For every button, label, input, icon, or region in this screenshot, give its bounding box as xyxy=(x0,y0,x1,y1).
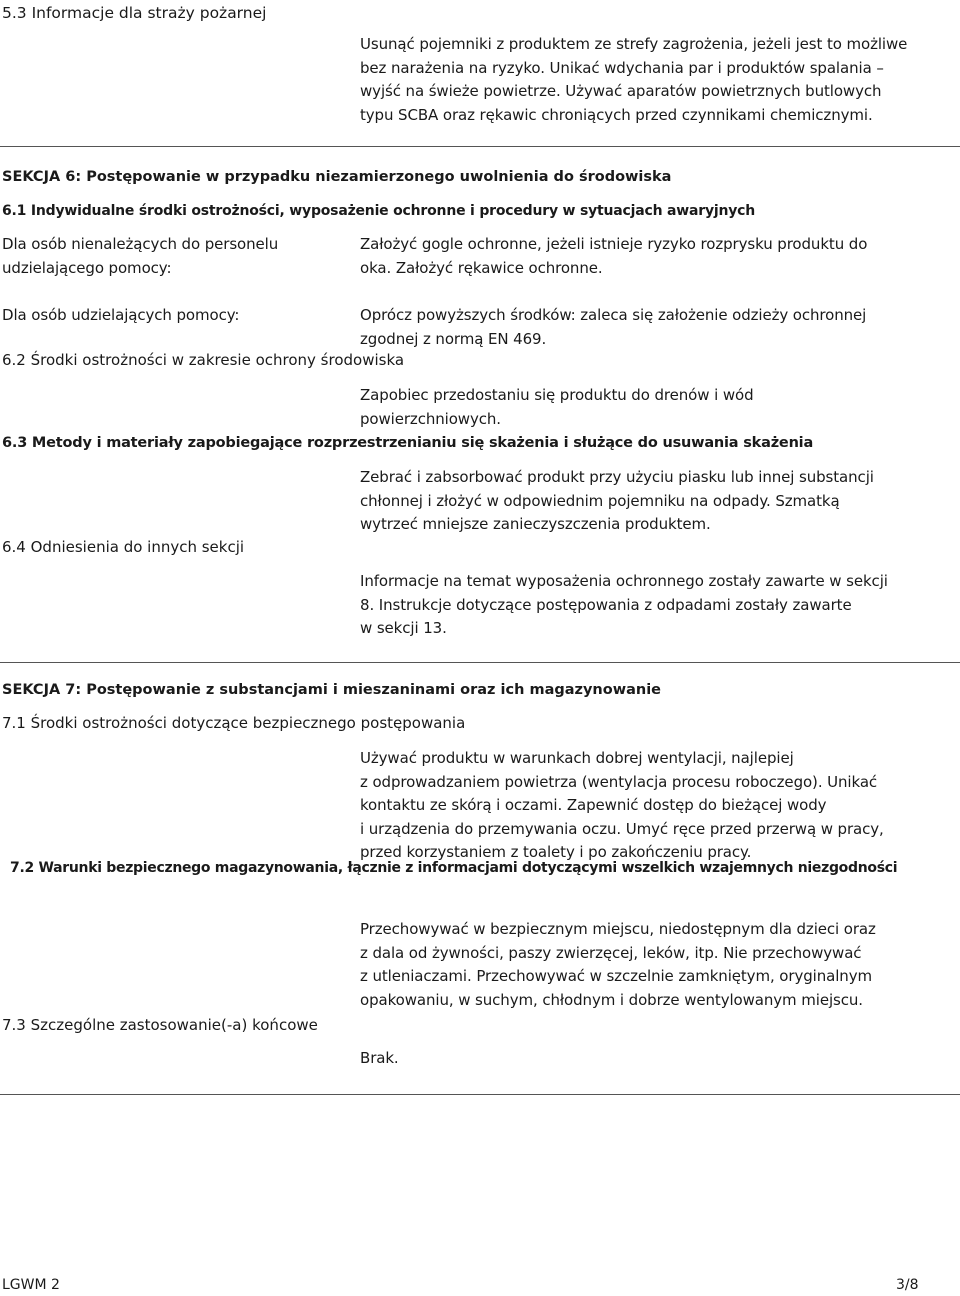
section-5-3-text: Usunąć pojemniki z produktem ze strefy zagrożenia, jeżeli jest to możliwe bez narażenia na ryzyko. Unikać wdychania par i produktów spalania – wyjść na świeże powietrze. Używać aparatów powietrznych butlowych typu SCBA oraz rękawic chroniących przed czynnikami chemicznymi. xyxy=(360,35,908,124)
divider xyxy=(0,146,960,147)
section-7-1-text: Używać produktu w warunkach dobrej wentylacji, najlepiej z odprowadzaniem powietrza (wentylacja procesu roboczego). Unikać kontaktu ze skórą i oczami. Zapewnić dostęp do bieżącej wody i urządzenia do przemywania oczu. Umyć ręce przed przerwą w pracy, przed korzystaniem z toalety i po zakończeniu pracy. xyxy=(360,749,884,861)
section-6-title-text: Postępowanie w przypadku niezamierzonego uwolnienia do środowiska xyxy=(81,169,672,185)
footer-page-number: 3/8 xyxy=(896,1277,919,1293)
divider xyxy=(0,1094,960,1095)
section-6-prefix: SEKCJA 6: xyxy=(2,169,82,185)
section-7-3-heading: 7.3 Szczególne zastosowanie(-a) końcowe xyxy=(2,1016,318,1034)
section-6-3-heading: 6.3 Metody i materiały zapobiegające rozprzestrzenianiu się skażenia i służące do usuwania skażenia xyxy=(2,435,814,451)
section-6-2-text: Zapobiec przedostaniu się produktu do drenów i wód powierzchniowych. xyxy=(360,386,754,428)
section-7-2-text: Przechowywać w bezpiecznym miejscu, niedostępnym dla dzieci oraz z dala od żywności, paszy zwierzęcej, leków, itp. Nie przechowywać z utleniaczami. Przechowywać w szczelnie zamkniętym, oryginalnym opakowaniu, w suchym, chłodnym i dobrze wentylowanym miejscu. xyxy=(360,920,876,1009)
section-6-1-label-1: Dla osób nienależących do personelu udzielającego pomocy: xyxy=(2,235,279,277)
section-6-4-heading: 6.4 Odniesienia do innych sekcji xyxy=(2,538,245,556)
section-7-1-heading: 7.1 Środki ostrożności dotyczące bezpiecznego postępowania xyxy=(2,714,466,732)
section-7-2-heading: 7.2 Warunki bezpiecznego magazynowania, łącznie z informacjami dotyczącymi wszelkich wzajemnych niezgodności xyxy=(10,860,898,876)
section-7-prefix: SEKCJA 7: xyxy=(2,682,82,698)
section-6-2-heading: 6.2 Środki ostrożności w zakresie ochrony środowiska xyxy=(2,351,405,369)
section-6-title xyxy=(2,167,671,187)
section-6-1-text-2: Oprócz powyższych środków: zaleca się założenie odzieży ochronnej zgodnej z normą EN 469. xyxy=(360,306,867,348)
divider xyxy=(0,662,960,663)
section-6-1-text-1: Założyć gogle ochronne, jeżeli istnieje ryzyko rozprysku produktu do oka. Założyć rękawice ochronne. xyxy=(360,235,868,277)
footer-doc-code: LGWM 2 xyxy=(2,1277,60,1293)
section-7-title xyxy=(2,680,661,700)
section-7-3-text: Brak. xyxy=(360,1049,399,1067)
section-6-1-heading: 6.1 Indywidualne środki ostrożności, wyposażenie ochronne i procedury w sytuacjach awaryjnych xyxy=(2,203,756,219)
section-7-title-text: Postępowanie z substancjami i mieszaninami oraz ich magazynowanie xyxy=(81,682,662,698)
section-5-3-heading: 5.3 Informacje dla straży pożarnej xyxy=(2,4,267,22)
section-6-1-label-2: Dla osób udzielających pomocy: xyxy=(2,306,240,324)
section-6-4-text: Informacje na temat wyposażenia ochronnego zostały zawarte w sekcji 8. Instrukcje dotyczące postępowania z odpadami zostały zawarte w sekcji 13. xyxy=(360,572,888,637)
section-6-3-text: Zebrać i zabsorbować produkt przy użyciu piasku lub innej substancji chłonnej i złożyć w odpowiednim pojemniku na odpady. Szmatką wytrzeć mniejsze zanieczyszczenia produktem. xyxy=(360,468,874,533)
